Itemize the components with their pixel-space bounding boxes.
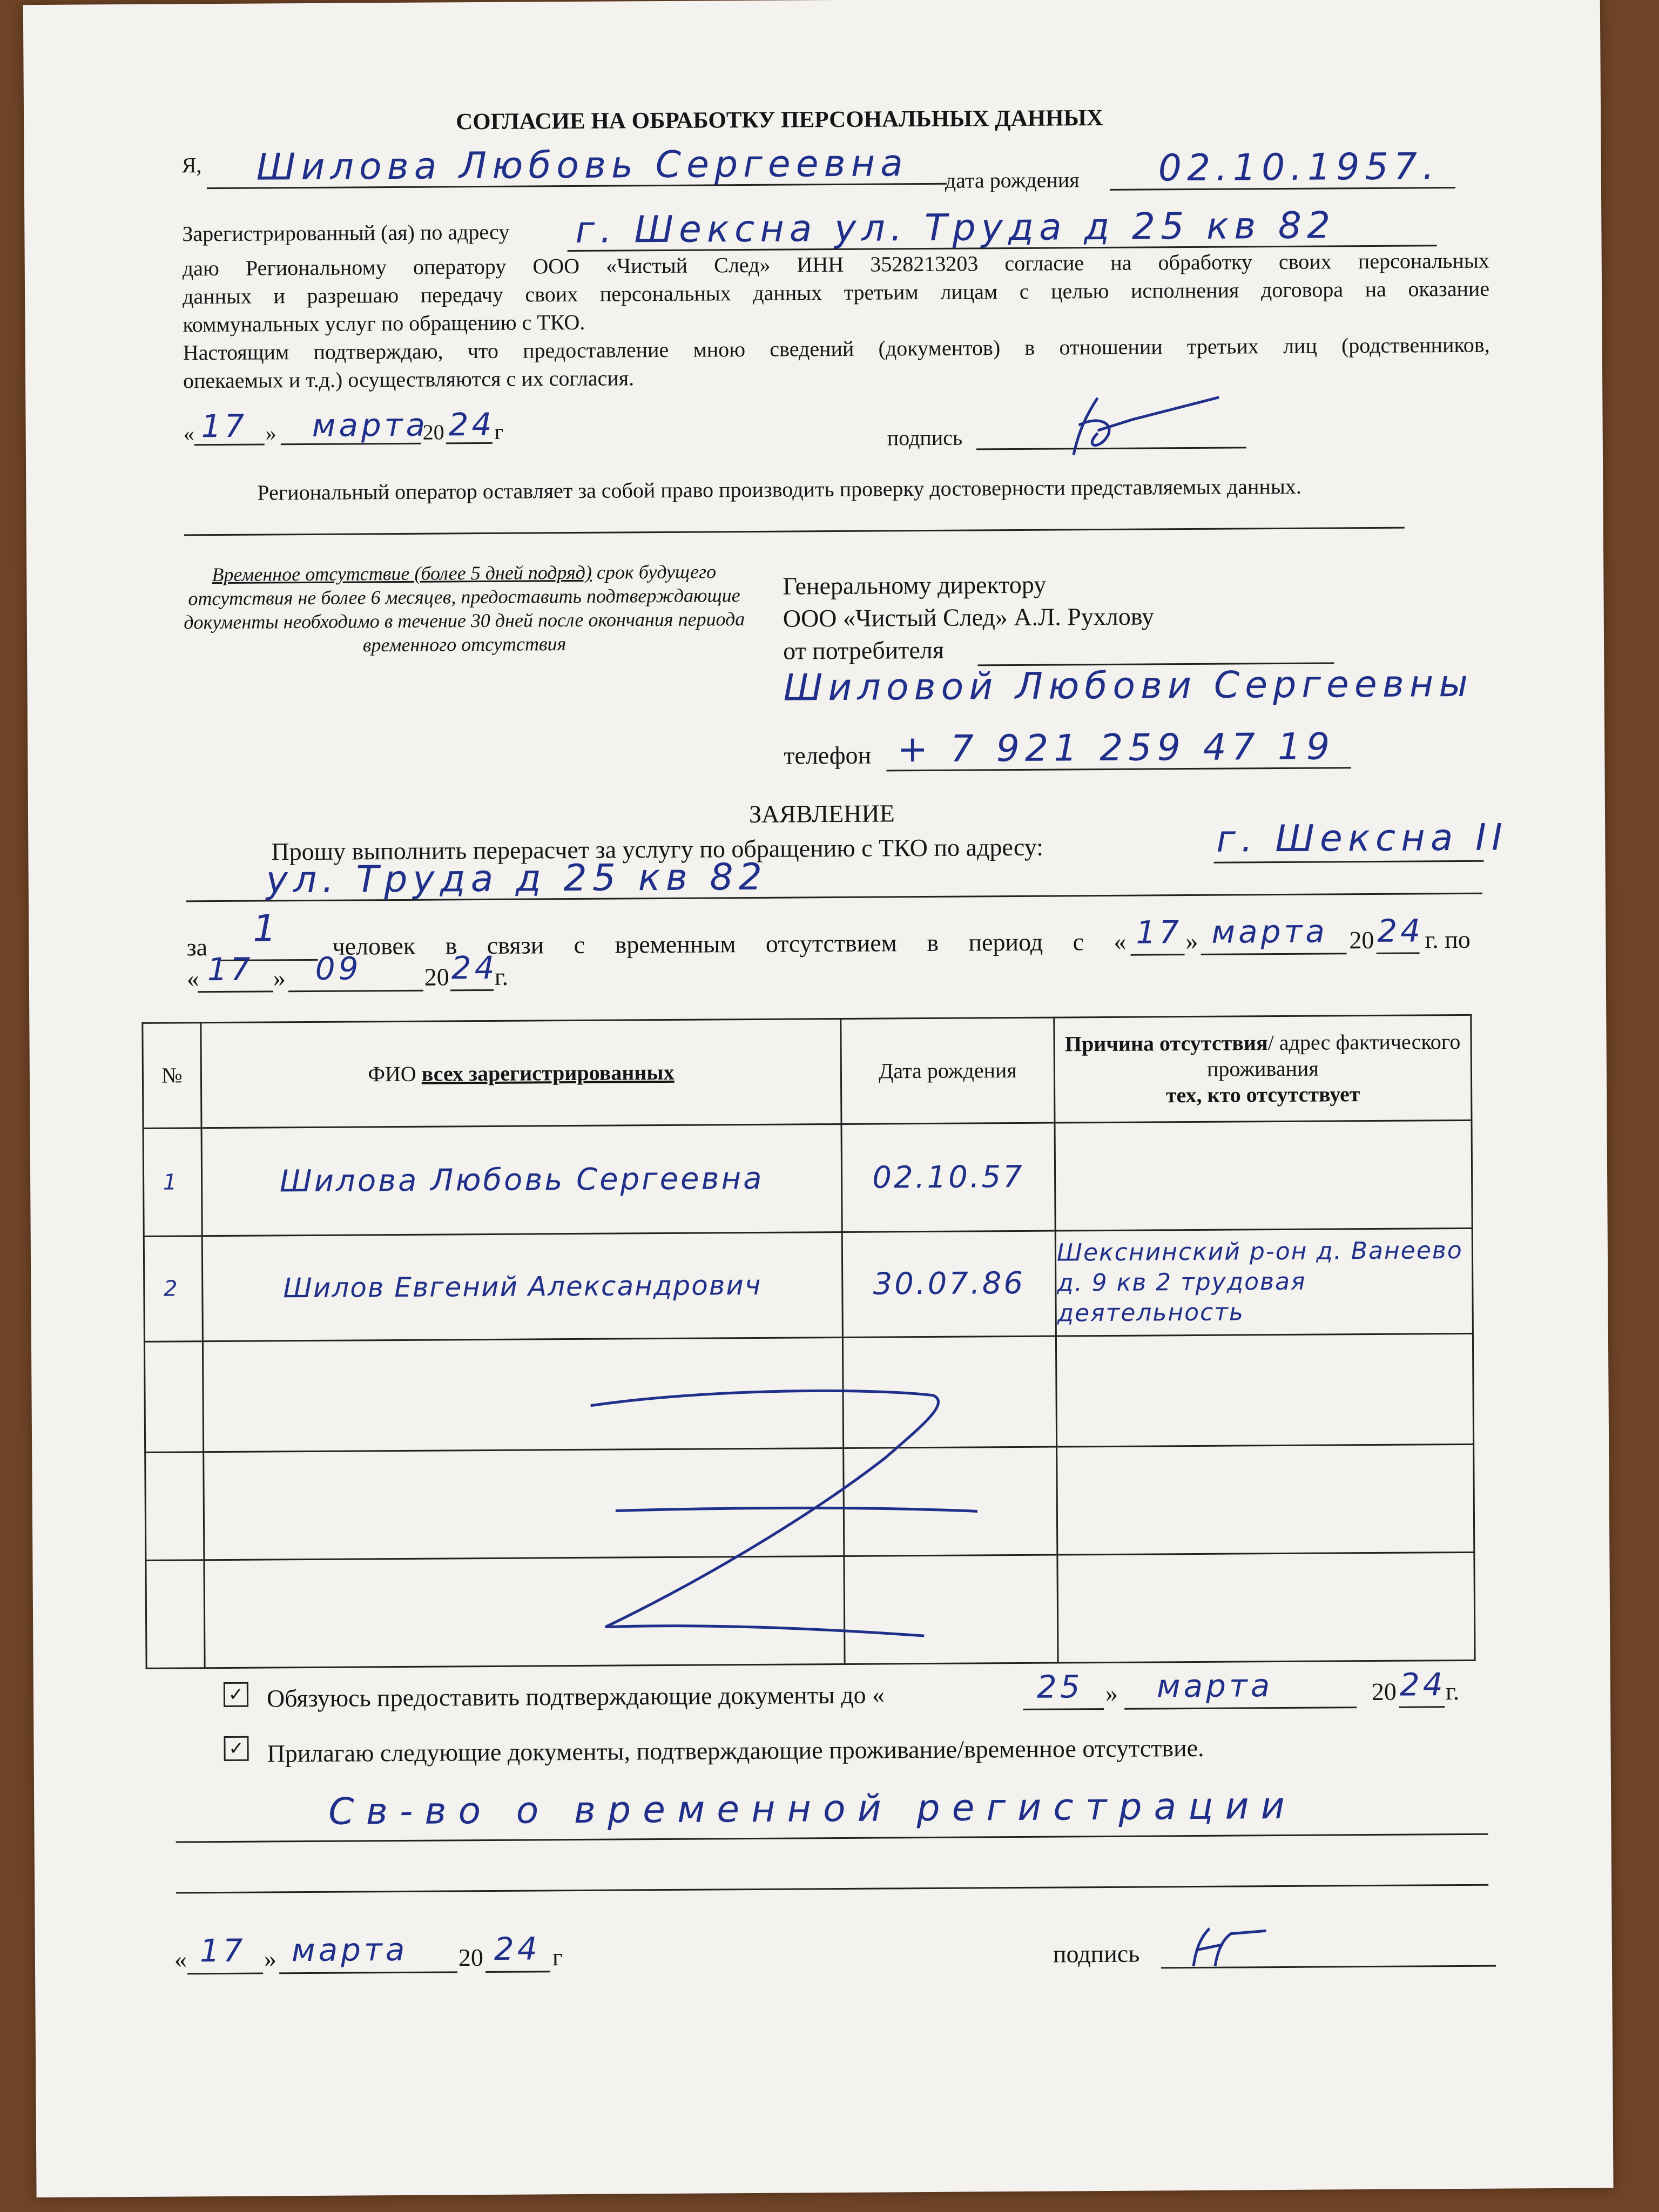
address-handwritten: г. Шексна ул. Труда д 25 кв 82 <box>575 204 1336 252</box>
commitment-day-close-quote: » <box>1105 1679 1118 1708</box>
people-count-handwritten: 1 <box>253 907 282 950</box>
from-day-handwritten: 17 <box>1136 914 1183 951</box>
for-label: за <box>186 933 208 961</box>
commitment-2-checkbox[interactable]: ✓ <box>224 1736 248 1761</box>
commitment-month-handwritten: марта <box>1156 1667 1273 1705</box>
footer-open-quote: « <box>174 1945 187 1973</box>
from-year-handwritten: 24 <box>1377 912 1424 949</box>
document-page <box>23 0 1614 2197</box>
reason-text: человек в связи с временным отсутствием в период с « <box>332 927 1127 960</box>
addressee-line-1: Генеральному директору <box>783 570 1047 600</box>
commitment-year-suffix: г. <box>1445 1677 1460 1705</box>
from-consumer-label: от потребителя <box>783 636 945 665</box>
addressee-line-2: ООО «Чистый След» А.Л. Рухлову <box>783 602 1155 632</box>
to-day-handwritten: 17 <box>207 950 254 988</box>
application-address-part1: г. Шексна II <box>1216 816 1508 861</box>
row-2-num: 2 <box>144 1236 203 1342</box>
commitment-day-handwritten: 25 <box>1036 1668 1083 1705</box>
address-label: Зарегистрированный (ая) по адресу <box>182 219 510 246</box>
from-day-close-quote: » <box>1185 927 1198 955</box>
footer-close-quote: » <box>264 1945 277 1973</box>
temporary-absence-note-body: срок будущего отсутствия не более 6 месяцев, предоставить подтверждающие документы необходимо в течение 30 дней после окончания периода временного отсутствия <box>184 561 745 656</box>
consent-year-prefix: 20 <box>422 420 444 444</box>
row-1-num: 1 <box>143 1128 202 1237</box>
attached-documents-handwritten: Св-во о временной регистрации <box>328 1784 1297 1833</box>
footer-month-handwritten: марта <box>291 1931 408 1969</box>
consent-year-suffix: г <box>494 419 504 444</box>
consent-title: СОГЛАСИЕ НА ОБРАБОТКУ ПЕРСОНАЛЬНЫХ ДАННЫХ <box>456 105 1104 135</box>
phone-label: телефон <box>784 741 872 770</box>
application-request-text: Прошу выполнить перерасчет за услугу по обращению с ТКО по адресу: <box>271 833 1044 866</box>
row-1-dob: 02.10.57 <box>841 1123 1055 1232</box>
header-reason-rest: / адрес фактического проживания <box>1206 1029 1461 1081</box>
header-dob: Дата рождения <box>841 1017 1055 1124</box>
row-2-reason: Шекснинский р-он д. Ванеево д. 9 кв 2 трудовая деятельность <box>1055 1228 1473 1336</box>
consent-line-5: опекаемых и т.д.) осуществляются с их согласия. <box>183 366 635 393</box>
footer-day-handwritten: 17 <box>199 1932 246 1970</box>
footer-signature <box>1193 1928 1266 1966</box>
consent-line-2: данных и разрешаю передачу своих персональных данных третьим лицам с целью исполнения договора на оказание <box>182 276 1490 309</box>
header-reason-bold: Причина отсутствия <box>1064 1030 1268 1056</box>
header-fio-emph: всех зарегистрированных <box>421 1060 675 1086</box>
header-fio-prefix: ФИО <box>368 1061 422 1087</box>
to-open-quote: « <box>186 965 199 993</box>
application-address-part2: ул. Труда д 25 кв 82 <box>266 855 768 902</box>
consent-line-1: даю Региональному оператору ООО «Чистый След» ИНН 3528213203 согласие на обработку своих персональных <box>182 248 1489 281</box>
dob-label: дата рождения <box>945 167 1080 193</box>
row-1-name: Шилова Любовь Сергеевна <box>201 1124 842 1236</box>
consent-date-month: марта <box>312 406 429 444</box>
consent-signature-label: подпись <box>887 425 963 450</box>
consent-signature <box>1073 397 1219 455</box>
consent-date-close-quote: » <box>265 421 276 446</box>
verification-note: Региональный оператор оставляет за собой право производить проверку достоверности представляемых данных. <box>257 474 1301 505</box>
to-label: г. по <box>1425 925 1471 954</box>
from-year-prefix: 20 <box>1349 926 1374 954</box>
consent-date-year: 24 <box>448 406 495 443</box>
to-close-quote: » <box>273 964 286 992</box>
commitment-1-checkbox[interactable]: ✓ <box>224 1682 248 1707</box>
handwriting-strokes <box>23 0 1614 2197</box>
phone-handwritten: + 7 921 259 47 19 <box>897 725 1336 771</box>
to-month-handwritten: 09 <box>315 950 362 987</box>
from-month-handwritten: марта <box>1211 913 1328 950</box>
footer-signature-label: подпись <box>1053 1939 1140 1968</box>
to-year-end: г. <box>494 962 509 990</box>
table-z-cancel-mark <box>591 1390 979 1638</box>
commitment-year-handwritten: 24 <box>1399 1666 1446 1703</box>
commitment-2-text: Прилагаю следующие документы, подтверждающие проживание/временное отсутствие. <box>267 1734 1204 1768</box>
row-2-name: Шилов Евгений Александрович <box>202 1232 842 1341</box>
temporary-absence-note-title: Временное отсутствие (более 5 дней подряд) <box>212 561 592 586</box>
consent-date-open-quote: « <box>183 421 194 446</box>
footer-year-suffix: г <box>552 1943 563 1971</box>
consent-date-day: 17 <box>201 407 248 445</box>
footer-year-prefix: 20 <box>458 1944 484 1972</box>
application-title: ЗАЯВЛЕНИЕ <box>748 799 895 828</box>
commitment-year-prefix: 20 <box>1371 1677 1397 1706</box>
consent-line-3: коммунальных услуг по обращению с ТКО. <box>183 309 585 337</box>
header-num: № <box>143 1023 201 1129</box>
full-name-handwritten: Шилова Любовь Сергеевна <box>256 142 908 189</box>
from-consumer-name-handwritten: Шиловой Любови Сергеевны <box>783 662 1474 710</box>
commitment-1-text: Обязуюсь предоставить подтверждающие документы до « <box>266 1681 885 1712</box>
consent-line-4: Настоящим подтверждаю, что предоставление мною сведений (документов) в отношении третьих лиц (родственников, <box>183 332 1490 365</box>
to-year-handwritten: 24 <box>451 949 498 987</box>
footer-year-handwritten: 24 <box>494 1930 541 1967</box>
header-reason-tail: тех, кто отсутствует <box>1165 1082 1360 1108</box>
i-label: Я, <box>181 153 202 178</box>
to-year-prefix: 20 <box>424 963 449 991</box>
row-2-dob: 30.07.86 <box>842 1231 1056 1337</box>
dob-handwritten: 02.10.1957. <box>1158 145 1440 190</box>
